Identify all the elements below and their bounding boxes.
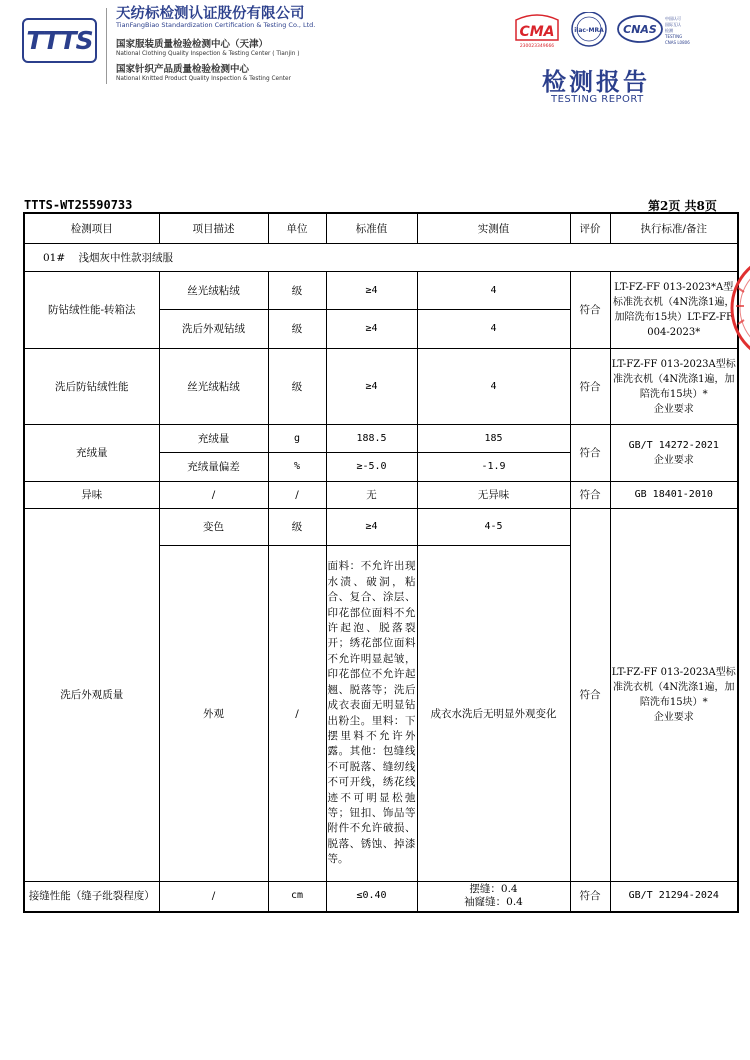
cnas-sub-5: CNAS L0806 [665, 40, 690, 45]
value-cell: 4-5 [417, 509, 570, 546]
item-cell: 充绒量 [24, 425, 159, 482]
table-row [24, 882, 738, 912]
header-divider [106, 8, 107, 84]
std-cell: ≤0.40 [326, 882, 417, 912]
header-cell: 检测项目 [24, 213, 159, 244]
header-cell: 实测值 [417, 213, 570, 244]
value-cell: 成衣水洗后无明显外观变化 [417, 546, 570, 882]
company-logo [22, 18, 97, 63]
table-row [24, 425, 738, 453]
unit-cell: 级 [268, 509, 326, 546]
cma-text: CMA [519, 24, 555, 40]
standard-remark: 企业要求 [653, 403, 694, 415]
header-cell: 评价 [570, 213, 610, 244]
standard-cell [610, 509, 738, 882]
unit-cell: g [268, 425, 326, 453]
item-cell: 防钻绒性能-转箱法 [24, 272, 159, 349]
center2-name-en: National Knitted Product Quality Inspection & Testing Center [116, 76, 292, 82]
report-title-en: TESTING REPORT [551, 94, 644, 105]
desc-cell: 充绒量偏差 [159, 453, 268, 482]
value-cell: 4 [417, 310, 570, 349]
unit-cell: / [268, 546, 326, 882]
desc-cell: 丝光绒粘绒 [159, 349, 268, 425]
standard-text: LT-FZ-FF 013-2023A型标准洗衣机（4N洗涤1遍，加陪洗布15块）* [611, 358, 736, 400]
report-number: TTTS-WT25590733 [24, 198, 133, 212]
standard-cell [610, 425, 738, 482]
report-title: 检测报告 [542, 68, 650, 96]
std-cell: ≥4 [326, 509, 417, 546]
unit-cell: / [268, 482, 326, 509]
header-cell: 标准值 [326, 213, 417, 244]
company-name: 天纺标检测认证股份有限公司 [116, 6, 305, 22]
unit-cell: 级 [268, 349, 326, 425]
item-cell: 洗后外观质量 [24, 509, 159, 882]
certification-logos [512, 12, 732, 52]
table-row [24, 482, 738, 509]
results-table [23, 212, 739, 913]
std-cell: ≥4 [326, 272, 417, 310]
table-row [24, 349, 738, 425]
unit-cell: 级 [268, 272, 326, 310]
ilac-text: ilac-MRA [574, 27, 604, 34]
desc-cell: 洗后外观钻绒 [159, 310, 268, 349]
official-stamp [726, 248, 750, 368]
table-row [24, 509, 738, 546]
standard-cell [610, 349, 738, 425]
value-cell: -1.9 [417, 453, 570, 482]
unit-cell: cm [268, 882, 326, 912]
ilac-logo [572, 12, 606, 46]
value-cell: 4 [417, 272, 570, 310]
std-cell: 无 [326, 482, 417, 509]
std-cell: ≥4 [326, 349, 417, 425]
eval-cell: 符合 [570, 425, 610, 482]
standard-text: LT-FZ-FF 013-2023A型标准洗衣机（4N洗涤1遍，加陪洗布15块）* [611, 667, 736, 708]
desc-cell: 充绒量 [159, 425, 268, 453]
unit-cell: % [268, 453, 326, 482]
cnas-logo [618, 15, 690, 45]
eval-cell: 符合 [570, 272, 610, 349]
std-cell: 188.5 [326, 425, 417, 453]
value-cell: 185 [417, 425, 570, 453]
standard-cell: GB 18401-2010 [610, 482, 738, 509]
desc-cell: 变色 [159, 509, 268, 546]
cnas-sub-4: TESTING [665, 34, 683, 39]
standard-cell: LT-FZ-FF 013-2023*A型标准洗衣机（4N洗涤1遍，加陪洗布15块）LT-FZ-FF 004-2023* [610, 272, 738, 349]
table-header-row [24, 213, 738, 244]
value-line: 摆缝：0.4 [469, 883, 518, 896]
cnas-sub-1: 中国认可 [665, 16, 681, 21]
cma-number: 230023349666 [519, 44, 555, 49]
desc-cell: / [159, 882, 268, 912]
center1-name: 国家服装质量检验检测中心（天津） [116, 39, 269, 50]
header-cell: 单位 [268, 213, 326, 244]
value-line: 袖窿缝：0.4 [464, 896, 523, 909]
unit-cell: 级 [268, 310, 326, 349]
eval-cell: 符合 [570, 482, 610, 509]
std-cell: ≥4 [326, 310, 417, 349]
sample-label: 01# 浅烟灰中性款羽绒服 [24, 244, 738, 272]
item-cell: 洗后防钻绒性能 [24, 349, 159, 425]
item-cell: 异味 [24, 482, 159, 509]
header-cell: 执行标准/备注 [610, 213, 738, 244]
standard-remark: 企业要求 [653, 712, 694, 723]
cnas-sub-3: 检测 [665, 28, 673, 33]
value-cell: 4 [417, 349, 570, 425]
value-cell: 无异味 [417, 482, 570, 509]
eval-cell: 符合 [570, 349, 610, 425]
table-row [24, 272, 738, 310]
desc-cell: 外观 [159, 546, 268, 882]
center1-name-en: National Clothing Quality Inspection & Testing Center ( Tianjin ) [116, 51, 300, 57]
standard-text: GB/T 14272-2021 [628, 440, 719, 451]
company-name-en: TianFangBiao Standardization Certification & Testing Co., Ltd. [116, 21, 316, 29]
cma-logo [516, 15, 558, 49]
eval-cell: 符合 [570, 882, 610, 912]
logo-text: TTTS [26, 26, 93, 55]
standard-remark: 企业要求 [653, 455, 694, 466]
cnas-text: CNAS [623, 23, 657, 36]
eval-cell: 符合 [570, 509, 610, 882]
std-cell: ≥-5.0 [326, 453, 417, 482]
center2-name: 国家针织产品质量检验检测中心 [116, 64, 250, 75]
desc-cell: / [159, 482, 268, 509]
item-cell: 接缝性能（缝子纰裂程度） [24, 882, 159, 912]
desc-cell: 丝光绒粘绒 [159, 272, 268, 310]
page-number: 第2页 共8页 [648, 199, 717, 213]
cnas-sub-2: 国际互认 [665, 22, 681, 27]
sample-row [24, 244, 738, 272]
header-cell: 项目描述 [159, 213, 268, 244]
value-cell [417, 882, 570, 912]
requirement-cell: 面料：不允许出现水渍、破洞，粘合、复合、涂层、印花部位面料不允许起泡、脱落裂开；绣花部位面料不允许明显起皱，印花部位不允许起翘、脱落等；洗后成衣表面无明显钻出粉尘。里料：下摆里料不允许外露。其他：包缝线不可脱落、缝纫线不可开线，绣花线迹不可明显松弛等；钮扣、饰品等附件不允许破损、脱落、锈蚀、掉漆等。 [326, 546, 417, 882]
standard-cell: GB/T 21294-2024 [610, 882, 738, 912]
